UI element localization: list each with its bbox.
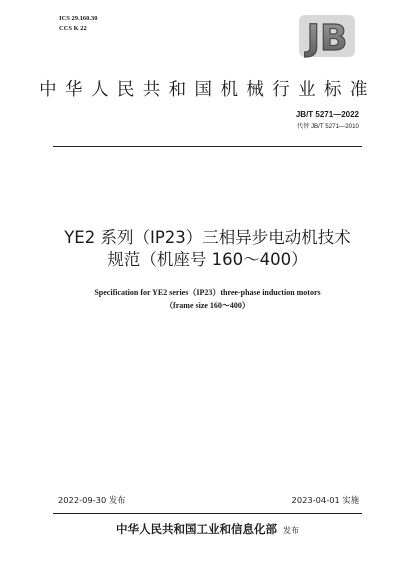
title-english-line2: （frame size 160～400）	[165, 301, 250, 310]
title-chinese-line2: 规范（机座号 160～400）	[107, 250, 308, 269]
implement-date: 2023-04-01 实施	[291, 495, 359, 505]
issuer-name: 中华人民共和国工业和信息化部	[116, 522, 277, 536]
standard-number: JB/T 5271—2022	[295, 110, 359, 119]
title-english-line1: Specification for YE2 series（IP23）three-phase induction motors	[94, 288, 321, 297]
logo-lettering: JB	[306, 18, 348, 59]
replaces-note: 代替 JB/T 5271—2010	[296, 123, 359, 130]
publish-date: 2022-09-30 发布	[58, 495, 126, 505]
ccs-code: CCS K 22	[59, 25, 87, 32]
issuer-suffix: 发布	[283, 526, 299, 535]
divider-bottom	[53, 513, 362, 514]
standard-category-title: 中华人民共和国机械行业标准	[39, 80, 376, 100]
divider-top	[53, 146, 362, 147]
issuer	[0, 521, 415, 537]
jb-logo	[296, 12, 358, 60]
ics-code: ICS 29.160.30	[59, 15, 98, 22]
title-chinese-line1: YE2 系列（IP23）三相异步电动机技术	[64, 228, 351, 247]
